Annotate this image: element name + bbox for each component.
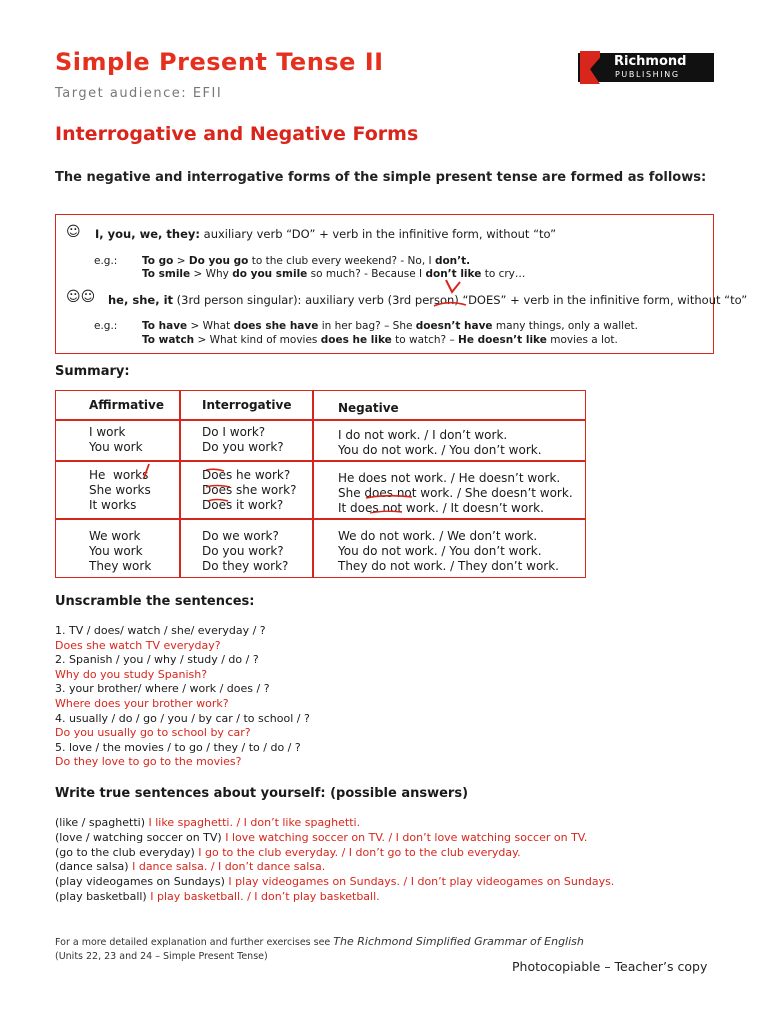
list-item: (dance salsa) I dance salsa. / I don’t dance salsa.	[55, 860, 326, 874]
intro-text: The negative and interrogative forms of the simple present tense are formed as follows:	[55, 170, 707, 185]
unscramble-prompt: 3. your brother/ where / work / does / ?	[55, 682, 270, 696]
logo-sub: PUBLISHING	[615, 70, 680, 79]
unscramble-answer: Where does your brother work?	[55, 696, 229, 710]
unscramble-answer: Why do you study Spanish?	[55, 667, 208, 681]
write-label: Write true sentences about yourself: (possible answers)	[55, 786, 469, 801]
rule-box	[55, 214, 748, 354]
list-item: (play basketball) I play basketball. / I don’t play basketball.	[55, 889, 380, 903]
table-cell: Does he work? Does she work? Does it work?	[202, 468, 297, 512]
table-cell: We work You work They work	[89, 529, 152, 573]
rule1-eg: e.g.:	[94, 255, 118, 267]
table-cell: He works She works It works	[89, 468, 151, 512]
rule1-text: auxiliary verb “DO” + verb in the infinitive form, without “to”	[203, 227, 557, 241]
table-cell: Do we work? Do you work? Do they work?	[202, 529, 289, 573]
unscramble-answer: Do you usually go to school by car?	[55, 726, 251, 740]
photocopiable-label: Photocopiable – Teacher’s copy	[512, 959, 708, 974]
target-audience: Target audience: EFII	[55, 86, 223, 101]
header-interrogative: Interrogative	[202, 398, 292, 412]
rule2-does: DOES	[468, 293, 501, 307]
header-affirmative: Affirmative	[89, 398, 164, 412]
list-item: (love / watching soccer on TV) I love watching soccer on TV. / I don’t love watching soccer on TV.	[55, 830, 588, 844]
list-item: (go to the club everyday) I go to the club everyday. / I don’t go to the club everyday.	[55, 845, 521, 859]
rule1-example-1: To go > Do you go to the club every weekend? - No, I don’t.	[142, 255, 471, 267]
rule1-line	[95, 227, 556, 241]
table-cell: I work You work	[89, 425, 143, 454]
publisher-logo	[578, 53, 714, 82]
write-list	[55, 816, 614, 905]
rule2-example-1: To have > What does she have in her bag? – She doesn’t have many things, only a wallet.	[142, 320, 639, 332]
unscramble-label: Unscramble the sentences:	[55, 594, 255, 609]
table-cell: He does not work. / He doesn’t work. She does not work. / She doesn’t work. It does not work. / It doesn’t work.	[338, 471, 573, 515]
table-divider	[56, 518, 585, 520]
list-item: (like / spaghetti) I like spaghetti. / I don’t like spaghetti.	[55, 816, 361, 829]
rule2-eg: e.g.:	[94, 320, 118, 332]
double-smiley-icon: ☺☺	[66, 289, 96, 305]
table-cell: I do not work. / I don’t work. You do not work. / You don’t work.	[338, 428, 542, 457]
logo-brand: Richmond	[614, 54, 687, 69]
header-negative: Negative	[338, 401, 399, 415]
rule1-subject: I, you, we, they:	[95, 227, 200, 241]
book-title: The Richmond Simplified Grammar of English	[333, 935, 584, 948]
rule2-line: he, she, it (3rd person singular): auxiliary verb (3rd person) “DOES” + verb in the infinitive form, without “to”	[108, 293, 748, 307]
footnote-units: (Units 22, 23 and 24 – Simple Present Tense)	[55, 951, 268, 962]
rule1-example-2: To smile > Why do you smile so much? - Because I don’t like to cry…	[142, 268, 526, 280]
unscramble-answer: Do they love to go to the movies?	[55, 755, 242, 769]
handwritten-arrow-mark	[428, 278, 478, 310]
unscramble-answer: Does she watch TV everyday?	[55, 638, 221, 652]
smiley-icon: ☺	[66, 224, 81, 240]
summary-label: Summary:	[55, 364, 130, 379]
unscramble-prompt: 2. Spanish / you / why / study / do / ?	[55, 653, 259, 667]
handwritten-underline-marks	[140, 460, 440, 516]
unscramble-prompt: 5. love / the movies / to go / they / to / do / ?	[55, 740, 301, 754]
table-cell: We do not work. / We don’t work. You do not work. / You don’t work. They do not work. / They don’t work.	[338, 529, 559, 573]
rule2-example-2: To watch > What kind of movies does he like to watch? – He doesn’t like movies a lot.	[142, 334, 618, 346]
page-title: Simple Present Tense II	[55, 48, 384, 76]
footnote: For a more detailed explanation and further exercises see The Richmond Simplified Grammar of English	[55, 935, 584, 948]
list-item: (play videogames on Sundays) I play videogames on Sundays. / I don’t play videogames on Sundays.	[55, 875, 615, 889]
section-title: Interrogative and Negative Forms	[55, 123, 419, 145]
richmond-logo-icon	[580, 51, 600, 84]
rule2-subject: he, she, it	[108, 293, 174, 307]
unscramble-prompt: 4. usually / do / go / you / by car / to school / ?	[55, 711, 310, 725]
table-divider	[56, 419, 585, 421]
table-cell: Do I work? Do you work?	[202, 425, 284, 454]
unscramble-list	[55, 624, 310, 770]
unscramble-prompt: 1. TV / does/ watch / she/ everyday / ?	[55, 624, 266, 637]
